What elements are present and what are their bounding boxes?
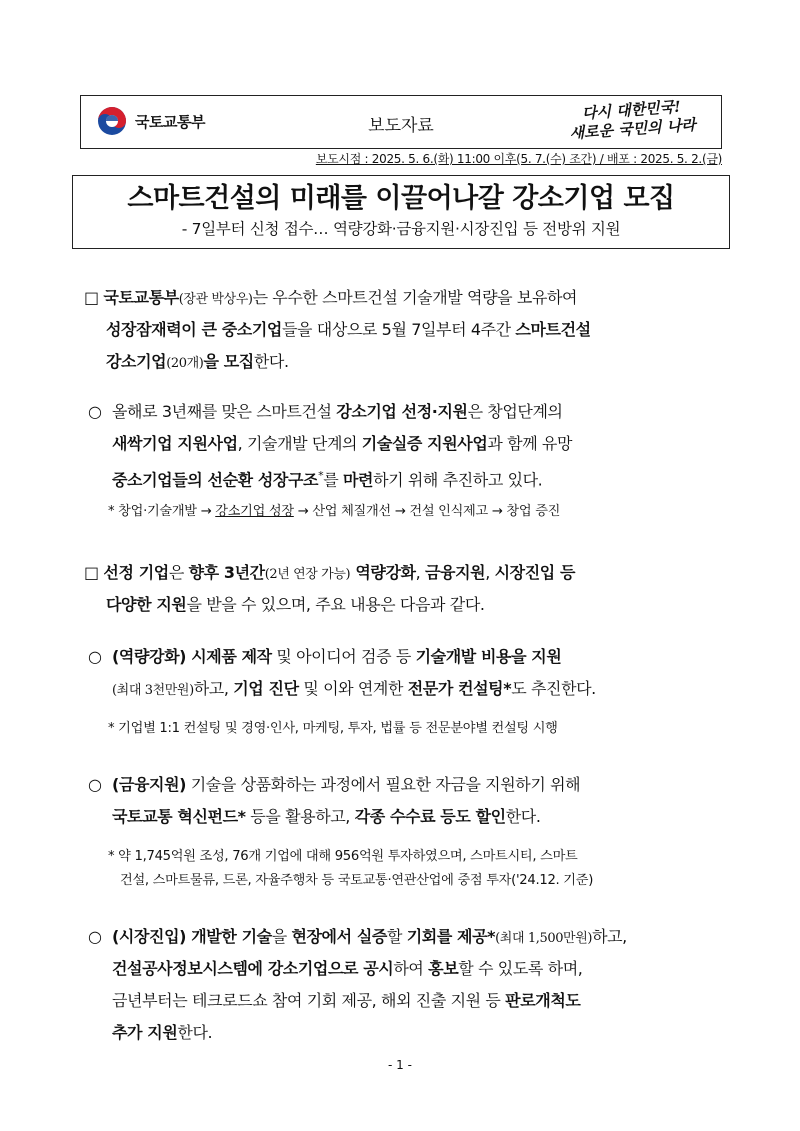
text-bold: 기업 진단 [233,679,299,698]
text: → 산업 체질개선 → 건설 인식제고 → 창업 증진 [293,504,561,519]
text-bold: 마련 [342,470,374,490]
bullet-3-line-1 [88,769,738,801]
text-bold: 금융지원 [424,563,486,582]
text: 올해로 3년째를 맞은 스마트건설 [112,402,337,421]
text: 를 [323,470,343,490]
text: 과 함께 유망 [487,434,573,453]
page-number: - 1 - [388,1058,412,1072]
text-bold: 중소기업들의 선순환 성장구조 [112,470,319,490]
bullet-1-note [108,500,560,524]
bullet-1 [88,396,738,492]
text: * 창업·기술개발 → [108,504,216,519]
document-type: 보도자료 [368,116,434,136]
slogan-line-1: 다시 대한민국! [581,97,682,123]
bullet-4-line-1 [88,921,738,953]
note-line: * 기업별 1:1 컨설팅 및 경영·인사, 마케팅, 투자, 법률 등 전문분야별 컨설팅 시행 [108,721,558,736]
text-bold: 스마트건설 [515,320,591,339]
text-bold: 강소기업 선정·지원 [336,402,468,421]
text: 및 이와 연계한 [298,679,408,698]
circle-marker: ○ [88,647,102,666]
circle-marker: ○ [88,775,102,794]
text-bold: 홍보 [428,959,459,978]
text: 을 [271,927,292,946]
note-line [108,500,560,524]
text-bold: (역량강화) [112,647,187,666]
text-bold: 을 모집 [203,352,254,371]
text: 금년부터는 테크로드쇼 참여 기회 제공, 해외 진출 지원 등 [112,991,506,1010]
text: , 기술개발 단계의 [237,434,362,453]
text-bold: 기회를 제공* [406,927,496,946]
bullet-1-line-3 [88,460,738,492]
text-bold: 현장에서 실증 [291,927,387,946]
text: 도 추진한다. [511,679,596,698]
text-bold: 성장잠재력이 큰 중소기업 [106,320,282,339]
text: 등을 활용하고, [245,807,355,826]
circle-marker: ○ [88,927,102,946]
text-bold: 판로개척도 [505,991,581,1010]
text: 한다. [177,1023,213,1042]
text: 한다. [253,352,289,371]
text-small: (장관 박상우) [178,292,253,307]
text-bold: 선정 기업 [103,563,169,582]
bullet-1-line-2 [88,428,738,460]
section-1-line-3 [84,346,734,378]
text: , [485,563,495,582]
text: 할 [386,927,407,946]
bullet-4-line-2 [88,953,738,985]
text-bold: 각종 수수료 등도 할인 [354,807,506,826]
footnote-mark: * [318,469,324,482]
page-subtitle: - 7일부터 신청 접수… 역량강화·금융지원·시장진입 등 전방위 지원 [181,220,621,238]
bullet-4 [88,921,738,1049]
text: 하기 위해 추진하고 있다. [373,470,543,490]
square-marker: □ [84,563,99,582]
text: 들을 대상으로 5월 7일부터 4주간 [281,320,516,339]
release-info: 보도시점 : 2025. 5. 6.(화) 11:00 이후(5. 7.(수) 조간) / 배포 : 2025. 5. 2.(금) [315,152,722,166]
section-2-line-1 [84,557,734,589]
text-underlined: 강소기업 성장 [215,504,294,519]
text-bold: (시장진입) [112,927,187,946]
text: 한다. [505,807,541,826]
bullet-2-line-2 [88,673,738,705]
bullet-2-line-1 [88,641,738,673]
bullet-3-note [108,845,593,893]
text-bold: 향후 3년간 [188,563,265,582]
page-title: 스마트건설의 미래를 이끌어나갈 강소기업 모집 [127,183,675,214]
text-small: (최대 3천만원) [112,683,194,698]
text-bold: 전문가 컨설팅* [407,679,512,698]
bullet-3-line-2 [88,801,738,833]
circle-marker: ○ [88,402,102,421]
text: 는 우수한 스마트건설 기술개발 역량을 보유하여 [252,288,578,307]
text: 은 창업단계의 [467,402,563,421]
slogan [556,96,708,144]
text-bold: 기술실증 지원사업 [361,434,488,453]
text-bold: 역량강화 [350,563,416,582]
text-bold: 시제품 제작 [186,647,272,666]
text-bold: 강소기업 [106,352,167,371]
text-bold: 추가 지원 [112,1023,178,1042]
text-bold: 다양한 지원 [106,595,187,614]
text-bold: 국토교통 혁신펀드* [112,807,246,826]
bullet-2-note [108,717,558,741]
text: 하고, [592,927,627,946]
ministry-name: 국토교통부 [135,112,205,131]
text-bold: 기술개발 비용을 지원 [415,647,562,666]
title-box [72,175,730,249]
text: 및 아이디어 검증 등 [271,647,416,666]
text: 하고, [193,679,234,698]
note-line: * 약 1,745억원 조성, 76개 기업에 대해 956억원 투자하였으며, 스마트시티, 스마트 [108,849,578,864]
text-bold: 새싹기업 지원사업 [112,434,238,453]
text: , [415,563,425,582]
text-small: (20개) [166,356,204,371]
text-bold: 건설공사정보시스템에 강소기업으로 공시 [112,959,394,978]
bullet-4-line-4 [88,1017,738,1049]
text-bold: (금융지원) [112,775,187,794]
section-1-line-1 [84,282,734,314]
section-1-line-2 [84,314,734,346]
section-1 [84,282,734,378]
text: 은 [168,563,189,582]
text: 기술을 상품화하는 과정에서 필요한 자금을 지원하기 위해 [186,775,581,794]
text: 하여 [393,959,429,978]
bullet-2 [88,641,738,705]
section-2 [84,557,734,621]
text-bold: 개발한 기술 [186,927,272,946]
text-bold: 시장진입 등 [494,563,576,582]
section-2-line-2 [84,589,734,621]
bullet-1-line-1 [88,396,738,428]
text: 을 받을 수 있으며, 주요 내용은 다음과 같다. [186,595,485,614]
slogan-line-2: 새로운 국민의 나라 [568,115,697,143]
text-small: (2년 연장 가능) [264,567,351,582]
text: 할 수 있도록 하며, [458,959,583,978]
bullet-3 [88,769,738,833]
text-small: (최대 1,500만원) [495,931,593,946]
note-line: 건설, 스마트물류, 드론, 자율주행차 등 국토교통·연관산업에 중점 투자('24.12. 기준) [120,873,594,888]
header-box [80,95,722,149]
text-bold: 국토교통부 [103,288,179,307]
bullet-4-line-3 [88,985,738,1017]
square-marker: □ [84,288,99,307]
